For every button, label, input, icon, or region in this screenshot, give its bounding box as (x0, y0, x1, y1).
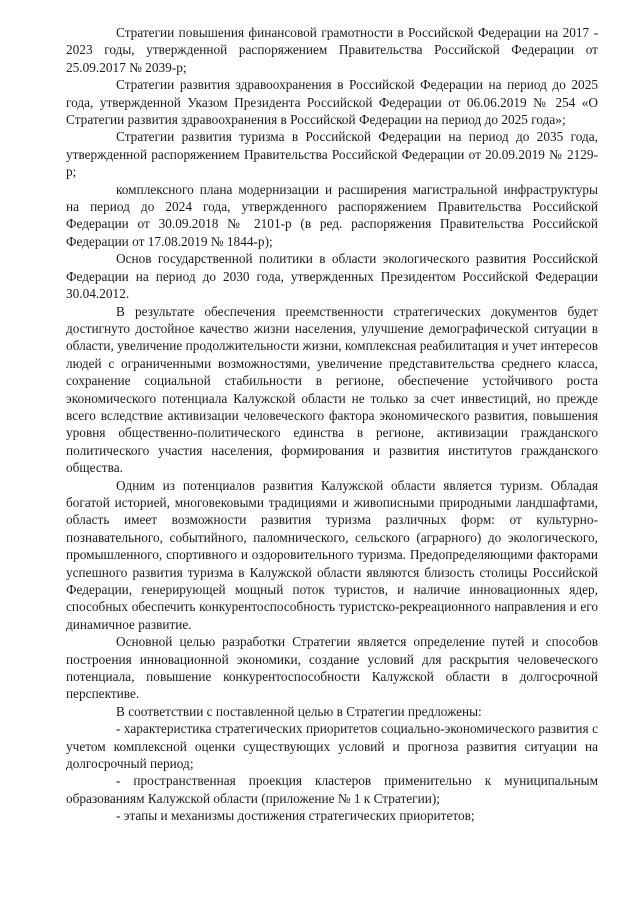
paragraph-tourism-potential: Одним из потенциалов развития Калужской области является туризм. Обладая богатой историей, многовековыми традициями и живописными природными ландшафтами, область имеет возможности развития туризма различных форм: от культурно-познавательного, событийного, паломнического, сельского (аграрного) до экологического, промышленного, спортивного и оздоровительного туризма. Предопределяющими факторами успешного развития туризма в Калужской области являются близость столицы Российской Федерации, генерирующей мощный поток туристов, и наличие инновационных ядер, способных обеспечить конкурентоспособность туристско-рекреационного направления и его динамичное развитие. (66, 477, 598, 632)
list-item-stages-mechanisms: - этапы и механизмы достижения стратегических приоритетов; (116, 808, 475, 824)
paragraph-infrastructure-plan: комплексного плана модернизации и расширения магистральной инфраструктуры на период до 2024 года, утвержденного распоряжением Правительства Российской Федерации от 30.09.2018 № 2101-р (в ред. распоряжения Правительства Российской Федерации от 17.08.2019 № 1844-р); (66, 181, 598, 249)
paragraph-ecology-policy: Основ государственной политики в области экологического развития Российской Федерации на период до 2030 года, утвержденных Президентом Российской Федерации 30.04.2012. (66, 251, 598, 302)
list-item-strategic-priorities: - характеристика стратегических приоритетов социально-экономического развития с учетом комплексной оценки существующих условий и прогноза развития ситуации на долгосрочный период; (66, 721, 598, 772)
paragraph-financial-literacy-strategy: Стратегии повышения финансовой грамотности в Российской Федерации на 2017 - 2023 годы, утвержденной распоряжением Правительства Российской Федерации от 25.09.2017 № 2039-р; (66, 25, 598, 75)
paragraph-continuity-results: В результате обеспечения преемственности стратегических документов будет достигнуто достойное качество жизни населения, улучшение демографической ситуации в области, увеличение продолжительности жизни, комплексная реабилитация и учет интересов людей с ограниченными возможностями, увеличение представительства среднего класса, сохранение социальной стабильности в регионе, обеспечение устойчивого роста экономического потенциала Калужской области не только за счет инвестиций, но прежде всего вследствие активизации человеческого фактора экономического развития, повышения уровня общественно-политического единства в регионе, активизации гражданского политического участия населения, формирования и развития институтов гражданского общества. (66, 303, 598, 476)
list-item-cluster-projection: - пространственная проекция кластеров применительно к муниципальным образованиям Калужской области (приложение № 1 к Стратегии); (66, 773, 598, 806)
document-page (66, 24, 598, 825)
paragraph-main-goal: Основной целью разработки Стратегии является определение путей и способов построения инновационной экономики, создание условий для раскрытия человеческого потенциала, повышение конкурентоспособности Калужской области в долгосрочной перспективе. (66, 634, 598, 702)
paragraph-healthcare-strategy: Стратегии развития здравоохранения в Российской Федерации на период до 2025 года, утвержденной Указом Президента Российской Федерации от 06.06.2019 № 254 «О Стратегии развития здравоохранения в Российской Федерации на период до 2025 года»; (66, 77, 598, 128)
paragraph-proposals-intro: В соответствии с поставленной целью в Стратегии предложены: (116, 703, 482, 719)
paragraph-tourism-strategy: Стратегии развития туризма в Российской Федерации на период до 2035 года, утвержденной распоряжением Правительства Российской Федерации от 20.09.2019 № 2129-р; (66, 129, 598, 180)
